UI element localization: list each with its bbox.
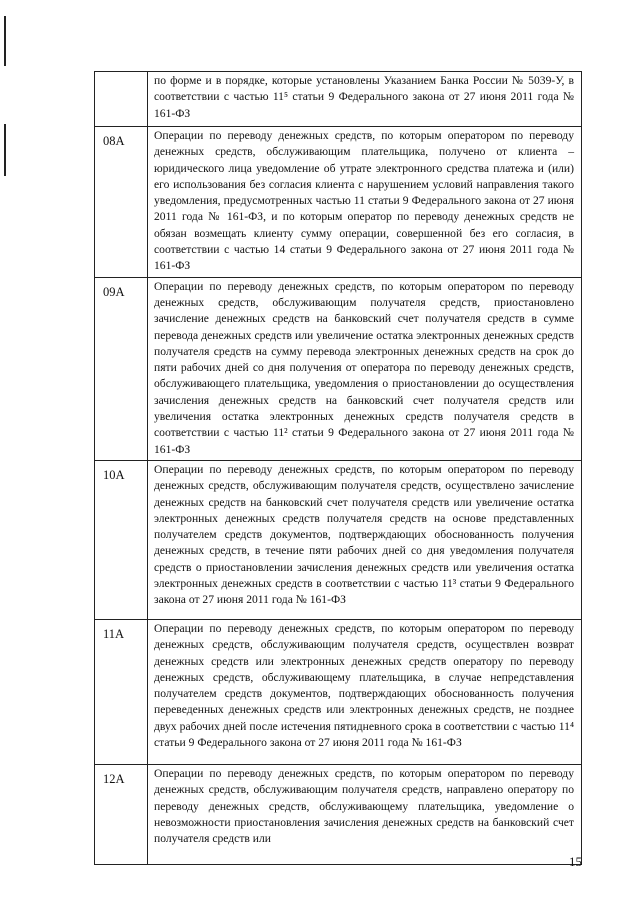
document-table (94, 71, 582, 865)
margin-scan-line-top (4, 16, 6, 66)
table-row (95, 127, 582, 278)
margin-scan-line-bottom (4, 124, 6, 176)
row-text: Операции по переводу денежных средств, по которым оператором по переводу денежных средств, обслуживающим получателя средств, осуществлен возврат денежных средств или электронных денежных средств оператору по переводу денежных средств, обслуживающему плательщика, в случае непредставления получателем средств документов, подтверждающих обоснованность получения переведенных денежных средств или электронных денежных средств, не позднее двух рабочих дней после истечения пятидневного срока в соответствии с частью 11⁴ статьи 9 Федерального закона от 27 июня 2011 года № 161-ФЗ (148, 619, 582, 764)
row-text: Операции по переводу денежных средств, по которым оператором по переводу денежных средств, обслуживающим получателя средств, осуществлено зачисление денежных средств на банковский счет получателя средств или увеличение остатка электронных денежных средств получателя средств на основе представленных получателем средств документов, подтверждающих обоснованность получения денежных средств, в течение пяти рабочих дней со дня уведомления получателя средств о приостановлении зачисления денежных средств или увеличения остатка электронных денежных средств в соответствии с частью 11³ статьи 9 Федерального закона от 27 июня 2011 года № 161-ФЗ (148, 460, 582, 619)
table-row (95, 460, 582, 619)
row-code: 09А (95, 277, 148, 460)
table-row (95, 72, 582, 127)
page-number: 15 (569, 854, 582, 869)
table-row (95, 619, 582, 764)
row-text: Операции по переводу денежных средств, по которым оператором по переводу денежных средств, обслуживающим получателя средств, направлено оператору по переводу денежных средств, обслуживающему плательщика, уведомление о невозможности приостановления зачисления денежных средств на банковский счет получателя средств или (148, 764, 582, 864)
table-row (95, 764, 582, 864)
row-code: 11А (95, 619, 148, 764)
row-code: 10А (95, 460, 148, 619)
table-row (95, 277, 582, 460)
row-code: 08А (95, 127, 148, 278)
row-code (95, 72, 148, 127)
row-code: 12А (95, 764, 148, 864)
row-text: по форме и в порядке, которые установлены Указанием Банка России № 5039-У, в соответствии с частью 11⁵ статьи 9 Федерального закона от 27 июня 2011 года № 161-ФЗ (148, 72, 582, 127)
row-text: Операции по переводу денежных средств, по которым оператором по переводу денежных средств, обслуживающим плательщика, получено от клиента – юридического лица уведомление об утрате электронного средства платежа и (или) его использования без согласия клиента с нарушением условий направления такого уведомления, предусмотренных частью 11 статьи 9 Федерального закона от 27 июня 2011 года № 161-ФЗ, и по которым оператор по переводу денежных средств не обязан возмещать клиенту сумму операции, совершенной без его согласия, в соответствии с частью 14 статьи 9 Федерального закона от 27 июня 2011 года № 161-ФЗ (148, 127, 582, 278)
row-text: Операции по переводу денежных средств, по которым оператором по переводу денежных средств, обслуживающим получателя средств, приостановлено зачисление денежных средств на банковский счет получателя средств в сумме перевода денежных средств или увеличение остатка электронных денежных средств получателя средств на сумму перевода электронных денежных средств на срок до пяти рабочих дней со дня получения от оператора по переводу денежных средств, обслуживающего плательщика, уведомления о приостановлении до осуществления зачисления денежных средств на банковский счет получателя средств или увеличения остатка электронных денежных средств получателя средств в соответствии с частью 11² статьи 9 Федерального закона от 27 июня 2011 года № 161-ФЗ (148, 277, 582, 460)
